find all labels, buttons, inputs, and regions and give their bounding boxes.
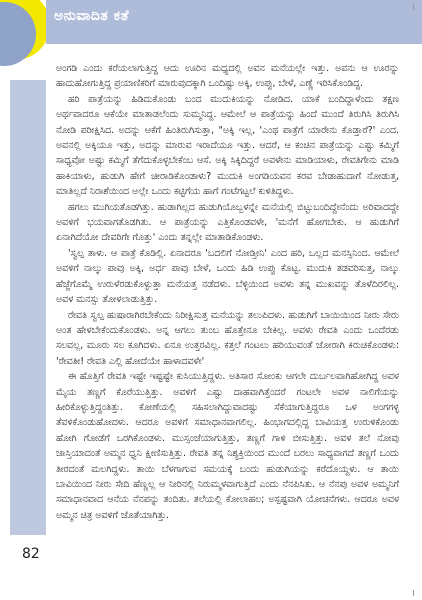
story-text — [56, 61, 399, 523]
crop-mark-icon — [413, 590, 420, 596]
paragraph: ಅಂಗಡಿ ಎಂದು ಕರೆಯಲಾಗುತ್ತಿದ್ದ ಆದು ಊರಿನ ಮಧ್ಯದಲ್ಲಿ ಅವನ ಮನೆಯಲ್ಲೇ ಇತ್ತು. ಅವನು ಆ ಊರನ್ನು ಹಾದುಹೋಗುತ್ತಿದ್ದ ಪ್ರಯಾಣಿಕರಿಗೆ ಮಾರುವುದಕ್ಕಾಗಿ ಒಂದಿಷ್ಟು ಅಕ್ಕಿ, ಉಪ್ಪು, ಬೇಳೆ, ಎಣ್ಣೆ ಇರಿಸಿಕೊಂಡಿದ್ದ. — [56, 63, 399, 90]
page-number: 82 — [22, 546, 40, 562]
paragraph: 'ಸ್ವಲ್ಪ ತಾಳು. ಆ ಪಾತ್ರೆ ಕೊಡಿಲ್ಲಿ. ಏನಾದರೂ 'ಬದಲಿಗೆ ನೋಡ್ತೀನಿ' ಎಂದ ಹರಿ, ಒಲ್ಲದ ಮನಸ್ಸಿನಿಂದ. ಆಮೇಲೆ ಅವಳಿಗೆ ನಾಲ್ಕು ಪಾವು ಅಕ್ಕಿ, ಅರ್ಧ ಪಾವು ಬೇಳೆ, ಒಂದು ಹಿಡಿ ಉಪ್ಪು ಕೊಟ್ಟ. ಮುದುಕಿ ತಡವರಿಸುತ್ತ, ನಾಲ್ಕು ಹೆಜ್ಜೆಗೊಮ್ಮೆ ಉರುಳೆರಡುಕೊಳ್ಳುತ್ತಾ ಮನೆಯತ್ತ ನಡೆದಳು. ಬೆಳ್ಳಿಯಿಂದ ಅವಳು ತನ್ನ ಮುಖವನ್ನು ತೊಳೆದಿರಲಿಲ್ಲ. ಅವಳ ಮನಸ್ಸು ತೋಳಲಾಡುತ್ತಿತ್ತು. — [56, 247, 399, 306]
crop-mark-icon — [413, 4, 420, 10]
paragraph: ಹರಿ ಪಾತ್ರೆಯನ್ನು ಹಿಡಿದುಕೊಂಡು ಬಂದ ಮುದುಕಿಯನ್ನು ನೋಡಿದ. ಯಾಕೆ ಬಂದಿದ್ದಾಳೆಂದು ತಕ್ಷಣ ಅರ್ಥವಾದರೂ ಆಕೆಯೇ ಮಾತಾಡಲೆಂದು ಸುಮ್ಮನಿದ್ದ. ಆಮೇಲೆ ಆ ಪಾತ್ರೆಯನ್ನು ಹಿಂದೆ ಮುಂದೆ ತಿರುಗಿಸಿ ತಿರುಗಿಸಿ ನೋಡಿ ಪರೀಕ್ಷಿಸಿದ. ಅದನ್ನು ಆಕೆಗೆ ಹಿಂತಿರುಗಿಸುತ್ತಾ, "ಅಕ್ಕಿ ಇಲ್ಲ, 'ಎಂಥ ಪಾತ್ರೆಗೆ ಯಾರೇನು ಕೊಡ್ತಾರೆ?' ಎಂದ. ಅವನಲ್ಲಿ ಅಕ್ಕಿಯೂ ಇತ್ತು, ಅದನ್ನು ಮಾರುವ ಇರಾದೆಯೂ ಇತ್ತು. ಆದರೆ, ಆ ಕಂಚಿನ ಪಾತ್ರೆಯನ್ನು ಎಷ್ಟು ಕಮ್ಮಿಗೆ ಸಾಧ್ಯವೋ ಅಷ್ಟು ಕಮ್ಮಿಗೆ ತೆಗೆದುಕೊಳ್ಳಬೇಕೆಂಬ ಆಸೆ. ಅಕ್ಕಿ ಸಿಕ್ಕಿದಿದ್ದರೆ ಅವಳೇನು ಮಾಡಿಯಾಳು, ರೇವತಿಗೇನು ಮಾಡಿ ಹಾಕಿಯಾಳು, ಹುಡುಗಿ ಹೇಗೆ ಚೀರಾಡಿಕೊಂಡಾಳು? ಮುದುಕಿ ಅಂಗಡಿಯವನ ಕರವ ಬೇಡಾಹುದಾಗೆ ನೋಡುತ್ತ, ಮಾತಿಲ್ಲದೆ ನಿರಾಶೆಯಿಂದ ಅಲ್ಲೇ ಒಂದು ಕಟ್ಟಿಗೆಯ ಹಾಗೆ ಗಂಟೆಗಟ್ಟಲೆ ಕುಳಿತಿದ್ದಳು. — [56, 93, 399, 198]
paragraph: ರೇವತಿ ಸ್ವಲ್ಪ ಹುಷಾರಾಗಿರಬೇಕೆಂದು ನಿರೀಕ್ಷಿಸುತ್ತ ಮನೆಯನ್ನು ತಲುಪಿದಳು. ಹುಡುಗಿಗೆ ಬಾಯಿಯಿಂದ ನೀರು ಸೇರು ಅಂತ ಹೇಳಬೇಕೆಂದುಕೊಂಡಳು. ಅನ್ನ ಆಗಲು ತುಂಬ ಹೊತ್ತೇನೂ ಬೇಕಿಲ್ಲ. ಅವಳು ರೇವತಿ ಎಂದು ಒಂದೆರಡು ಸಲವಲ್ಲ, ಮೂರು ಸಲ ಕೂಗಿದಳು. ಏನೂ ಉತ್ತರವಿಲ್ಲ. ಕತ್ತಲೆ ಗಂಟಲು ಹರಿಯುವಂತೆ ಜೋರಾಗಿ ಕಿರುಚಿಕೊಂಡಳು: 'ರೇವತೀ! ರೇವತಿ ಎಲ್ಲಿ ಹೋದೆಯೇ ಹಾಳಾದವಳೇ' — [56, 309, 399, 367]
section-title: ಅನುವಾದಿತ ಕತೆ — [54, 8, 130, 24]
header-band — [46, 0, 422, 44]
decorative-side-strip — [10, 80, 46, 535]
paragraph: ಈ ಹೊತ್ತಿಗೆ ರೇವತಿ ಇಷ್ಟೇ ಇಷ್ಟಷ್ಟೇ ಕುಸಿಯುತ್ತಿದ್ದಳು. ಅತಿಸಾರ ಸೋಂಕು ಆಗಲೇ ದುರ್ಬಲವಾಗಿಹೋಗಿದ್ದ ಅವಳ ಮೈಯ ತಣ್ಣಗೆ ಕೊರೆಯುತ್ತಿತ್ತು. ಅವಳಿಗೆ ಎಷ್ಟು ದಾಹವಾಗಿತ್ತೆಂದರೆ ಗಂಟಲೇ ಅವಳ ನಾಲಿಗೆಯನ್ನು ಹೀರಿಕೊಳ್ಳುತ್ತಿದ್ದಂತಿತ್ತು. ಕೋಣೆಯಲ್ಲಿ ಸಹಿಸಲಾಗಿದ್ದುವಾದಷ್ಟು ಸೆಕೆಯಾಗುತ್ತಿದ್ದರೂ ಒಳ ಅಂಗಗಳ್ಳ ತೆವಳಿಕೊಂಡುಹೋದಳು. ಆದರೂ ಅವಳಿಗೆ ಸಮಾಧಾನವಾಗಲಿಲ್ಲ. ಹಿಂಭಾಗದಲ್ಲಿದ್ದ ಬಾವಿಯತ್ತ ಉರುಳಿಕೊಂಡು ಹೋಗಿ ಗೋಡೆಗೆ ಒರಗಿಕೊಂಡಳು. ಮುಸ್ಸಂಜೆಯಾಗುತ್ತಿತ್ತು, ತಣ್ಣಗೆ ಗಾಳಿ ಬೀಸುತ್ತಿತ್ತು. ಅವಳ ತಲೆ ನೋವು ಜಾಸ್ತಿಯಾದಂತೆ ಅಮ್ಮನ ಧ್ವನಿ ಕ್ಷೀಣಿಸುತ್ತಿತ್ತು. ರೇವತಿ ತನ್ನ ನಿಶ್ಯಕ್ತಿಯಿಂದ ಮುಂದೆ ಬರಲು ಸಾಧ್ಯವಾಗದೆ ತಣ್ಣಗೆ ಒಂದು ತೀರದಂತೆ ಮಲಗಿದ್ದಳು. ತಾಯಿ ಬೆಳಗಾಗುವ ಸಮಯಕ್ಕೆ ಬಂದು ಹುಡುಗಿಯನ್ನು ಕರೆದೊಯ್ದಳು. ಆ ತಾಯಿ ಬಾವಿಯಿಂದ ನೀರು ಸೇದಿ ಹೆಣ್ಣಲ್ಲ ಆ ನೀರಿನಲ್ಲಿ ನಿರುಮ್ಮಳವಾಗುತ್ತಿದೆ ಎಂದು ನೆನಪಿಸಿತು. ಆ ನೆನಪು ಅವಳ ಅಮ್ಮನಿಗೆ ಸಮಾಧಾನವಾದ ಆನೆಯ ನೆನಪನ್ನು ತಂದಿತು. ತಲೆಯಲ್ಲಿ ಕೋಲಾಹಲ; ಅಸ್ಪಷ್ಟವಾಗಿ ಯೋಚನೆಗಳು. ಆದರೂ ಅವಳ ಅಮ್ಮನ ಚಿತ್ರ ಅವಳಿಗೆ ಜೊತೆಯಾಗಿತ್ತು. — [56, 371, 399, 521]
paragraph: ಹಗಲು ಮುಗಿಯತೊಡಗಿತ್ತು. ಹುಡಾಗಿಲ್ಲದ ಹುಡುಗಿಯೊಬ್ಬಳನ್ನೇ ಮನೆಯಲ್ಲಿ ಬಿಟ್ಟುಬಂದಿದ್ದೇನೆಂದು ಅರಿವಾದದ್ದೇ ಅವಳಿಗೆ ಭಯವಾಗತೊಡಗಿತು. ಆ ಪಾತ್ರೆಯನ್ನು ಎತ್ತಿಕೊಂಡವಳೇ, 'ಮನೆಗೆ ಹೋಗಬೇಕು. ಆ ಹುಡುಗಿಗೆ ಏನಾಗಿದೆಯೋ ದೇವರಿಗೇ ಗೊತ್ತು' ಎಂದು ತನ್ನಲ್ಲೇ ಮಾತಾಡಿಕೊಂಡಳು. — [56, 201, 399, 244]
